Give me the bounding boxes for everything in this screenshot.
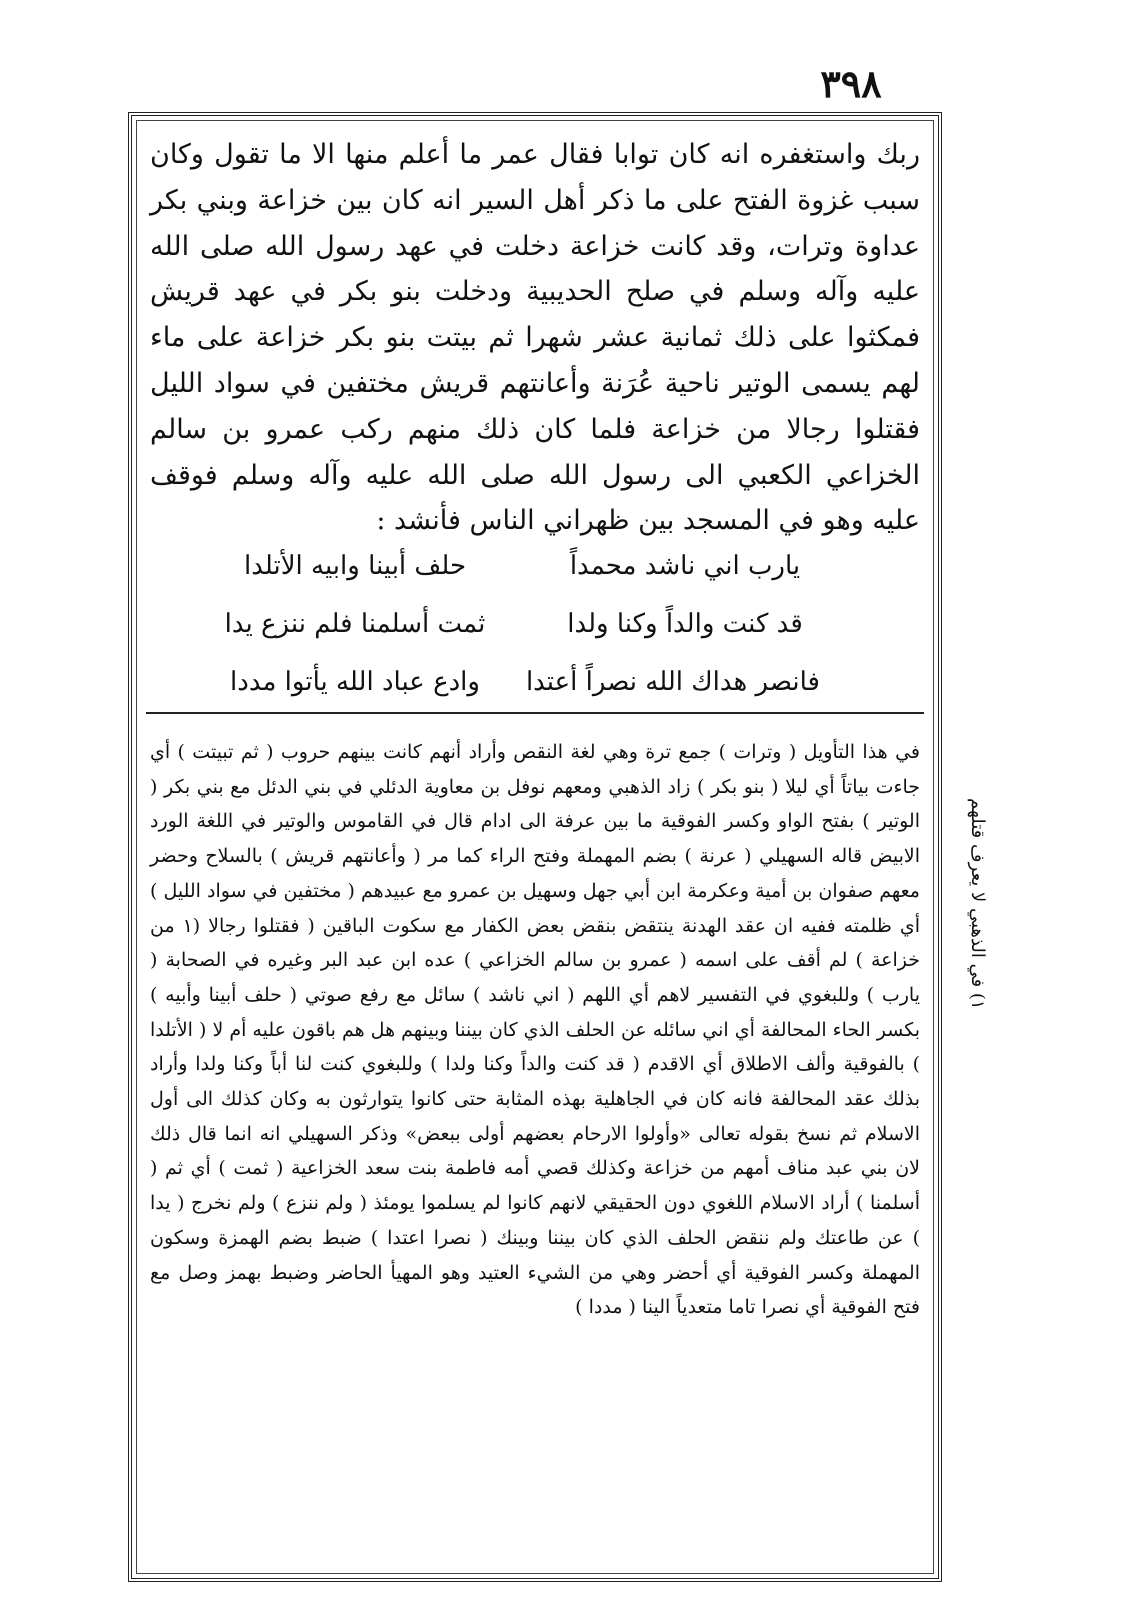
poem-verse — [220, 537, 820, 595]
main-text — [150, 132, 920, 544]
poem-second-hemistich: وادع عباد الله يأتوا مددا — [230, 667, 480, 697]
poem-first-hemistich: فانصر هداك الله نصراً أعتدا — [525, 667, 820, 697]
poem-second-hemistich: حلف أبينا وابيه الأتلدا — [243, 551, 467, 581]
poem-verse — [220, 595, 820, 653]
poem-verse — [220, 653, 820, 711]
page-number: ٣٩٨ — [820, 61, 882, 106]
poem — [220, 537, 820, 711]
poem-second-hemistich: ثمت أسلمنا فلم ننزع يدا — [224, 609, 486, 639]
commentary-text — [150, 735, 920, 1325]
main-paragraph: ربك واستغفره انه كان توابا فقال عمر ما أعلم منها الا ما تقول وكان سبب غزوة الفتح على ما ذكر أهل السير انه كان بين خزاعة وبني بكر عداوة وترات، وقد كانت خزاعة دخلت في عهد رسول الله صلى الله عليه وآله وسلم في صلح الحديبية ودخلت بنو بكر في عهد قريش فمكثوا على ذلك ثمانية عشر شهرا ثم بيتت بنو بكر خزاعة على ماء لهم يسمى الوتير ناحية عُرَنة وأعانتهم قريش مختفين في سواد الليل فقتلوا رجالا من خزاعة فلما كان ذلك منهم ركب عمرو بن سالم الخزاعي الكعبي الى رسول الله صلى الله عليه وآله وسلم فوقف عليه وهو في المسجد بين ظهراني الناس فأنشد : — [150, 139, 920, 537]
section-divider — [146, 712, 924, 714]
poem-first-hemistich: يارب اني ناشد محمداً — [569, 551, 801, 581]
commentary-paragraph: في هذا التأويل ( وترات ) جمع ترة وهي لغة النقص وأراد أنهم كانت بينهم حروب ( ثم تبيتت ) أي جاءت بياتاً أي ليلا ( بنو بكر ) زاد الذهبي ومعهم نوفل بن معاوية الدئلي في بني الدئل مع بني بكر ( الوتير ) بفتح الواو وكسر الفوقية ما بين عرفة الى ادام قال في القاموس والوتير في اللغة الورد الابيض قاله السهيلي ( عرنة ) بضم المهملة وفتح الراء كما مر ( وأعانتهم قريش ) بالسلاح وحضر معهم صفوان بن أمية وعكرمة ابن أبي جهل وسهيل بن عمرو مع عبيدهم ( مختفين في سواد الليل ) أي ظلمته ففيه ان عقد الهدنة ينتقض بنقض بعض الكفار مع سكوت الباقين ( فقتلوا رجالا (١ من خزاعة ) لم أقف على اسمه ( عمرو بن سالم الخزاعي ) عده ابن عبد البر وغيره في الصحابة ( يارب ) وللبغوي في التفسير لاهم أي اللهم ( اني ناشد ) سائل مع رفع صوتي ( حلف أبينا وأبيه ) بكسر الحاء المحالفة أي اني سائله عن الحلف الذي كان بيننا وبينهم هل هم باقون عليه أم لا ( الأتلدا ) بالفوقية وألف الاطلاق أي الاقدم ( قد كنت والداً وكنا ولدا ) وللبغوي كنت لنا أباً وكنا ولدا وأراد بذلك عقد المحالفة فانه كان في الجاهلية بهذه المثابة حتى كانوا يتوارثون به وكان كذلك الى أول الاسلام ثم نسخ بقوله تعالى «وأولوا الارحام بعضهم أولى ببعض» وذكر السهيلي انه انما قال ذلك لان بني عبد مناف أمهم من خزاعة وكذلك قصي أمه فاطمة بنت سعد الخزاعية ( ثمت ) أي ثم ( أسلمنا ) أراد الاسلام اللغوي دون الحقيقي لانهم كانوا لم يسلموا يومئذ ( ولم ننزع ) ولم نخرج ( يدا ) عن طاعتك ولم ننقض الحلف الذي كان بيننا وبينك ( نصرا اعتدا ) ضبط بضم الهمزة وسكون المهملة وكسر الفوقية أي أحضر وهي من الشيء العتيد وهو المهيأ الحاضر وضبط بهمز وصل مع فتح الفوقية أي نصرا تاما متعدياً الينا ( مددا ) — [150, 741, 920, 1319]
margin-note: ١) في الذهبي لا يعرف قتلهم — [967, 798, 988, 1010]
poem-first-hemistich: قد كنت والداً وكنا ولدا — [567, 609, 803, 639]
